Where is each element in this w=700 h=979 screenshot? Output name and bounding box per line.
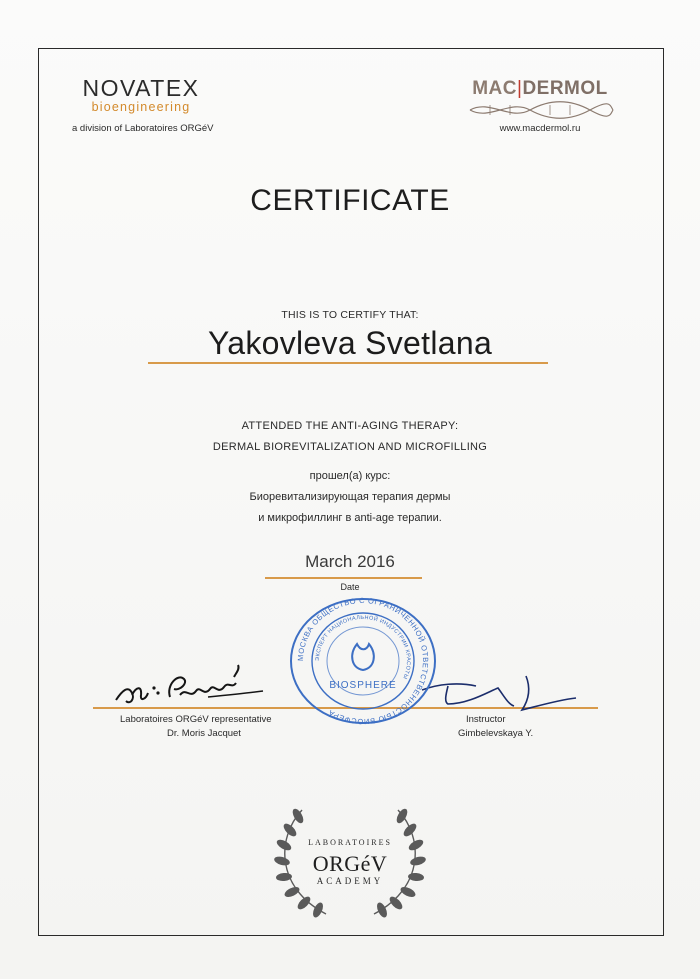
- academy-label: ACADEMY: [316, 876, 384, 886]
- certificate-title: CERTIFICATE: [250, 184, 450, 217]
- date-label: Date: [340, 582, 360, 592]
- instructor-title: Instructor: [466, 714, 506, 725]
- stamp-outer-ring-text: МОСКВА ОБЩЕСТВО С ОГРАНИЧЕННОЙ ОТВЕТСТВЕННОСТЬЮ БИОСФЕРА: [295, 596, 431, 726]
- macdermol-url: www.macdermol.ru: [499, 123, 581, 134]
- academy-orgev: ORGéV: [312, 851, 388, 876]
- biosphere-stamp: [287, 596, 439, 726]
- macdermol-mac: MAC: [472, 78, 517, 99]
- date-value: March 2016: [305, 552, 395, 571]
- stamp-center-text: BIOSPHERE: [329, 680, 397, 691]
- novatex-division: a division of Laboratoires ORGéV: [72, 123, 214, 134]
- recipient-underline: [148, 362, 548, 364]
- course-ru-line-1: прошел(а) курс:: [309, 470, 391, 482]
- macdermol-dermol: DERMOL: [522, 78, 608, 99]
- recipient-name: Yakovleva Svetlana: [207, 325, 493, 361]
- novatex-name: NOVATEX: [82, 75, 200, 101]
- novatex-subtitle: bioengineering: [91, 100, 191, 114]
- representative-name: Dr. Moris Jacquet: [167, 728, 241, 739]
- course-en-line-2: DERMAL BIOREVITALIZATION AND MICROFILLING: [212, 441, 488, 453]
- novatex-logo: [66, 76, 216, 134]
- stamp-inner-ring-text: ЭКСПЕРТ НАЦИОНАЛЬНОЙ ИНДУСТРИИ КРАСОТЫ: [314, 614, 412, 681]
- instructor-name: Gimbelevskaya Y.: [458, 728, 534, 739]
- representative-title: Laboratoires ORGéV representative: [120, 714, 272, 725]
- macdermol-wave-icon: [465, 101, 615, 119]
- instructor-signature: [418, 668, 588, 718]
- certify-text: THIS IS TO CERTIFY THAT:: [281, 309, 419, 321]
- course-ru-line-2: Биоревитализирующая терапия дермы: [249, 491, 451, 503]
- course-ru-line-3: и микрофиллинг в anti-age терапии.: [258, 512, 442, 524]
- course-russian: [0, 466, 700, 529]
- academy-laboratoires: LABORATOIRES: [308, 838, 392, 847]
- course-en-line-1: ATTENDED THE ANTI-AGING THERAPY:: [241, 420, 459, 432]
- date-underline: [265, 577, 422, 579]
- course-english: [0, 416, 700, 458]
- macdermol-logo: [455, 78, 625, 134]
- macdermol-separator: |: [517, 78, 523, 99]
- macdermol-wordmark: [455, 78, 625, 100]
